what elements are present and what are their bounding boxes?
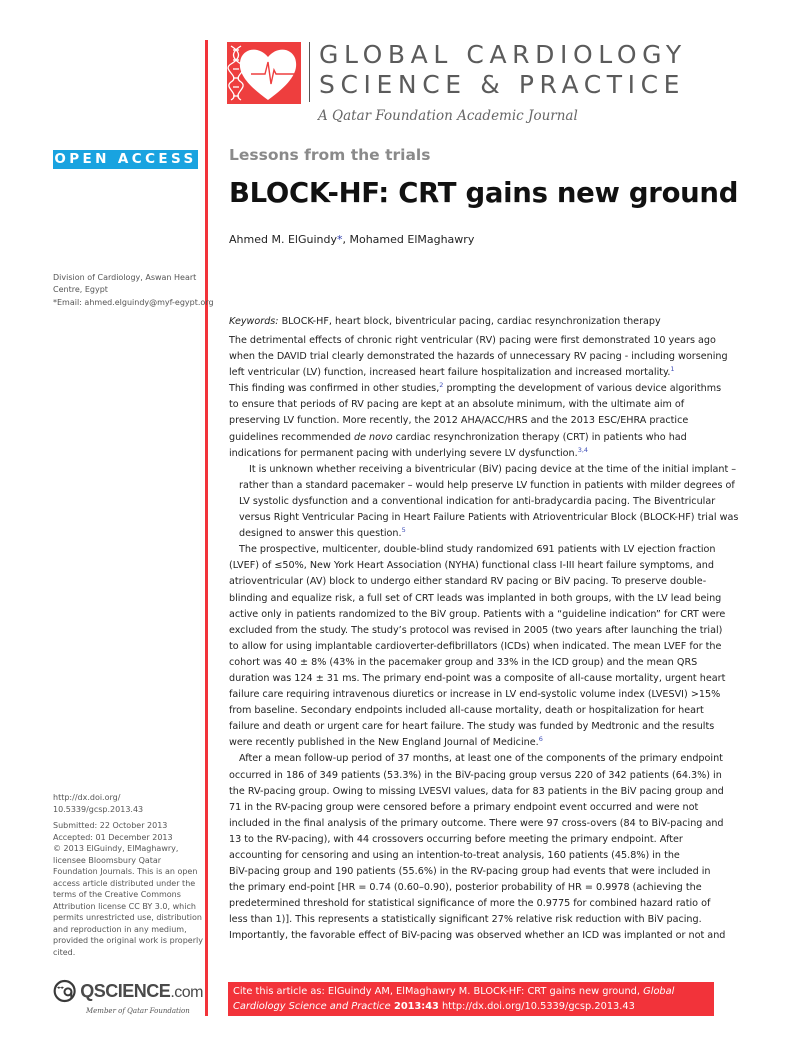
text-line: accounting for censoring and using an intention-to-treat analysis, 160 patients (45.8%) in the bbox=[229, 850, 680, 861]
text-segment: guidelines recommended bbox=[229, 431, 354, 443]
submitted-date: Submitted: 22 October 2013 bbox=[53, 821, 168, 830]
citation-doi-link[interactable]: http://dx.doi.org/10.5339/gcsp.2013.43 bbox=[438, 1001, 635, 1012]
section-label: Lessons from the trials bbox=[229, 146, 431, 164]
text-segment: prompting the development of various device algorithms bbox=[443, 383, 722, 395]
doi-line2: 10.5339/gcsp.2013.43 bbox=[53, 804, 144, 814]
text-line: Importantly, the favorable effect of BiV-pacing was observed whether an ICD was implanted or not and bbox=[229, 930, 726, 942]
text-line: rather than a standard pacemaker – would help preserve LV function in patients with milder degrees of bbox=[239, 479, 735, 491]
heart-dna-icon bbox=[227, 42, 301, 104]
text-line: occurred in 186 of 349 patients (53.3%) in the BiV-pacing group versus 220 of 342 patients (64.3%) in bbox=[229, 769, 722, 781]
citation-text: Cite this article as: ElGuindy AM, ElMaghawry M. BLOCK-HF: CRT gains new ground, bbox=[233, 986, 644, 997]
doi-line1: http://dx.doi.org/ bbox=[53, 793, 121, 802]
author-1: Ahmed M. ElGuindy bbox=[229, 233, 337, 246]
text-line: atrioventricular (AV) block to undergo either standard RV pacing or BiV pacing. To preserve double- bbox=[229, 576, 707, 588]
reference-link[interactable]: 6 bbox=[538, 735, 543, 744]
keywords-list: BLOCK-HF, heart block, biventricular pacing, cardiac resynchronization therapy bbox=[278, 316, 661, 327]
affiliation: Division of Cardiology, Aswan Heart Centre, Egypt bbox=[53, 273, 197, 294]
qscience-icon bbox=[53, 977, 76, 1005]
text-line: to ensure that periods of RV pacing are kept at an absolute minimum, with the ultimate aim of bbox=[229, 399, 685, 411]
text-line: BiV-pacing group and 190 patients (55.6%) in the RV-pacing group had events that were included in bbox=[229, 866, 711, 878]
qscience-wordmark bbox=[80, 981, 203, 1002]
citation-journal: Global bbox=[643, 986, 675, 997]
qscience-tagline: Member of Qatar Foundation bbox=[86, 1007, 190, 1015]
qscience-logo[interactable] bbox=[53, 977, 203, 1015]
text-line: the RV-pacing group. Owing to missing LVESVI values, data for 83 patients in the BiV pacing group and bbox=[229, 785, 724, 797]
text-line bbox=[229, 735, 784, 751]
text-line: included in the final analysis of the primary outcome. There were 97 cross-overs (84 to BiV-pacing and bbox=[229, 817, 724, 829]
author-separator: , bbox=[342, 233, 350, 246]
text-line: the primary end-point [HR = 0.74 (0.60–0.90), posterior probability of HR = 0.9978 (achieving the bbox=[229, 882, 702, 894]
reference-link[interactable]: 3,4 bbox=[577, 445, 589, 454]
masthead-divider bbox=[309, 42, 310, 102]
corresponding-author-mark[interactable]: * bbox=[336, 233, 343, 246]
journal-tagline: A Qatar Foundation Academic Journal bbox=[318, 108, 578, 124]
license-text: © 2013 ElGuindy, ElMaghawry, licensee Bloomsbury Qatar Foundation Journals. This is an open access article distributed under the terms of the Creative Commons Attribution license CC BY 3.0, which permits unrestricted use, distribution and reproduction in any medium, provided the original work is properly cited. bbox=[53, 844, 203, 957]
article-title: BLOCK-HF: CRT gains new ground bbox=[229, 177, 739, 209]
text-line: from baseline. Secondary endpoints included all-cause mortality, death or hospitalization for heart bbox=[229, 705, 704, 717]
text-line: The prospective, multicenter, double-blind study randomized 691 patients with LV ejection fraction bbox=[239, 544, 716, 556]
text-line: duration was 124 ± 31 ms. The primary end-point was a composite of all-cause mortality, urgent heart bbox=[229, 672, 726, 684]
text-line: failure care requiring intravenous diuretics or increase in LV end-systolic volume index (LVESVI) >15% bbox=[229, 689, 721, 701]
text-line: blinding and equalize risk, a full set of CRT leads was implanted in both groups, with the LV lead being bbox=[229, 592, 722, 604]
reference-link[interactable]: 2 bbox=[439, 381, 444, 390]
citation-line2 bbox=[233, 999, 709, 1014]
paragraph-3 bbox=[229, 542, 784, 751]
journal-name-line2: SCIENCE & PRACTICE bbox=[319, 70, 686, 99]
text-segment: designed to answer this question. bbox=[239, 528, 402, 540]
text-line: The detrimental effects of chronic right ventricular (RV) pacing were first demonstrated 10 years ago bbox=[229, 335, 716, 346]
text-line bbox=[229, 446, 784, 462]
text-segment: This finding was confirmed in other studies, bbox=[229, 383, 440, 395]
text-line: 13 to the RV-pacing), with 44 crossovers occurring before meeting the primary endpoint. After bbox=[229, 833, 683, 845]
paragraph-1 bbox=[229, 333, 784, 462]
author-2: Mohamed ElMaghawry bbox=[349, 233, 475, 246]
text-segment: indications for permanent pacing with underlying severe LV dysfunction. bbox=[229, 447, 578, 459]
article-history bbox=[53, 820, 203, 958]
citation-volume: 2013:43 bbox=[390, 1001, 439, 1012]
text-line: versus Right Ventricular Pacing in Heart Failure Patients with Atrioventricular Block (BLOCK-HF) trial was bbox=[239, 512, 739, 524]
accepted-date: Accepted: 01 December 2013 bbox=[53, 832, 173, 842]
text-line: After a mean follow-up period of 37 months, at least one of the components of the primary endpoint bbox=[239, 753, 723, 765]
reference-link[interactable]: 5 bbox=[401, 526, 406, 535]
text-line: active only in patients randomized to the BiV group. Patients with a “guideline indication” for CRT were bbox=[229, 608, 726, 620]
italic-term: de novo bbox=[353, 431, 393, 443]
paragraph-4 bbox=[229, 751, 784, 944]
journal-logo bbox=[227, 42, 301, 104]
keywords bbox=[229, 316, 661, 327]
text-line: 71 in the RV-pacing group were censored before a primary endpoint event occurred and were not bbox=[229, 801, 699, 813]
reference-link[interactable]: 1 bbox=[670, 365, 675, 374]
doi-link[interactable] bbox=[53, 792, 203, 815]
text-segment: cardiac resynchronization therapy (CRT) in patients who had bbox=[392, 431, 687, 443]
text-line: failure and death or urgent care for heart failure. The study was funded by Medtronic and the results bbox=[229, 721, 715, 733]
text-line: less than 1)]. This represents a statistically significant 27% relative risk reduction with BiV pacing. bbox=[229, 914, 702, 926]
text-line: cohort was 40 ± 8% (43% in the pacemaker group and 33% in the ICD group) and the mean QRS bbox=[229, 656, 698, 668]
qscience-wordmark-main: QSCIENCE bbox=[80, 980, 171, 1001]
text-segment: were recently published in the New England Journal of Medicine. bbox=[229, 737, 539, 749]
text-line: preserving LV function. More recently, the 2012 AHA/ACC/HRS and the 2013 ESC/EHRA practice bbox=[229, 415, 689, 427]
paragraph-2 bbox=[229, 462, 784, 542]
text-line: predetermined threshold for statistical significance of more the 0.9775 for combined hazard ratio of bbox=[229, 898, 711, 910]
qscience-wordmark-suffix: .com bbox=[170, 983, 203, 1001]
text-segment: left ventricular (LV) function, increased heart failure hospitalization and increased mortality. bbox=[229, 367, 671, 379]
citation-line1 bbox=[233, 984, 709, 999]
text-line bbox=[229, 381, 784, 397]
text-line: when the DAVID trial clearly demonstrated the hazards of unnecessary RV pacing - including worsening bbox=[229, 351, 728, 363]
text-line bbox=[229, 430, 784, 446]
text-line bbox=[229, 365, 784, 381]
journal-name bbox=[319, 40, 687, 100]
text-line: excluded from the study. The study’s protocol was revised in 2005 (two years after launching the trial) bbox=[229, 624, 723, 636]
text-line bbox=[229, 526, 784, 542]
text-line: LV systolic dysfunction and a conventional indication for anti-bradycardia pacing. The Biventricular bbox=[239, 495, 716, 507]
journal-name-line1: GLOBAL CARDIOLOGY bbox=[319, 40, 687, 69]
vertical-rule bbox=[205, 40, 208, 1016]
author-list bbox=[229, 233, 474, 246]
text-line: It is unknown whether receiving a biventricular (BiV) pacing device at the time of the initial implant – bbox=[249, 463, 737, 475]
citation-journal: Cardiology Science and Practice bbox=[233, 1001, 391, 1012]
keywords-label: Keywords: bbox=[229, 316, 279, 327]
text-line: to allow for using implantable cardioverter-defibrillators (ICDs) when indicated. The mean LVEF for the bbox=[229, 640, 722, 652]
text-line: (LVEF) of ≤50%, New York Heart Association (NYHA) functional class I-III heart failure symptoms, and bbox=[229, 560, 714, 572]
citation-box bbox=[228, 982, 714, 1016]
corresponding-email[interactable]: *Email: ahmed.elguindy@myf-egypt.org bbox=[53, 298, 214, 307]
article-body bbox=[229, 333, 784, 945]
open-access-badge: OPEN ACCESS bbox=[54, 151, 197, 167]
